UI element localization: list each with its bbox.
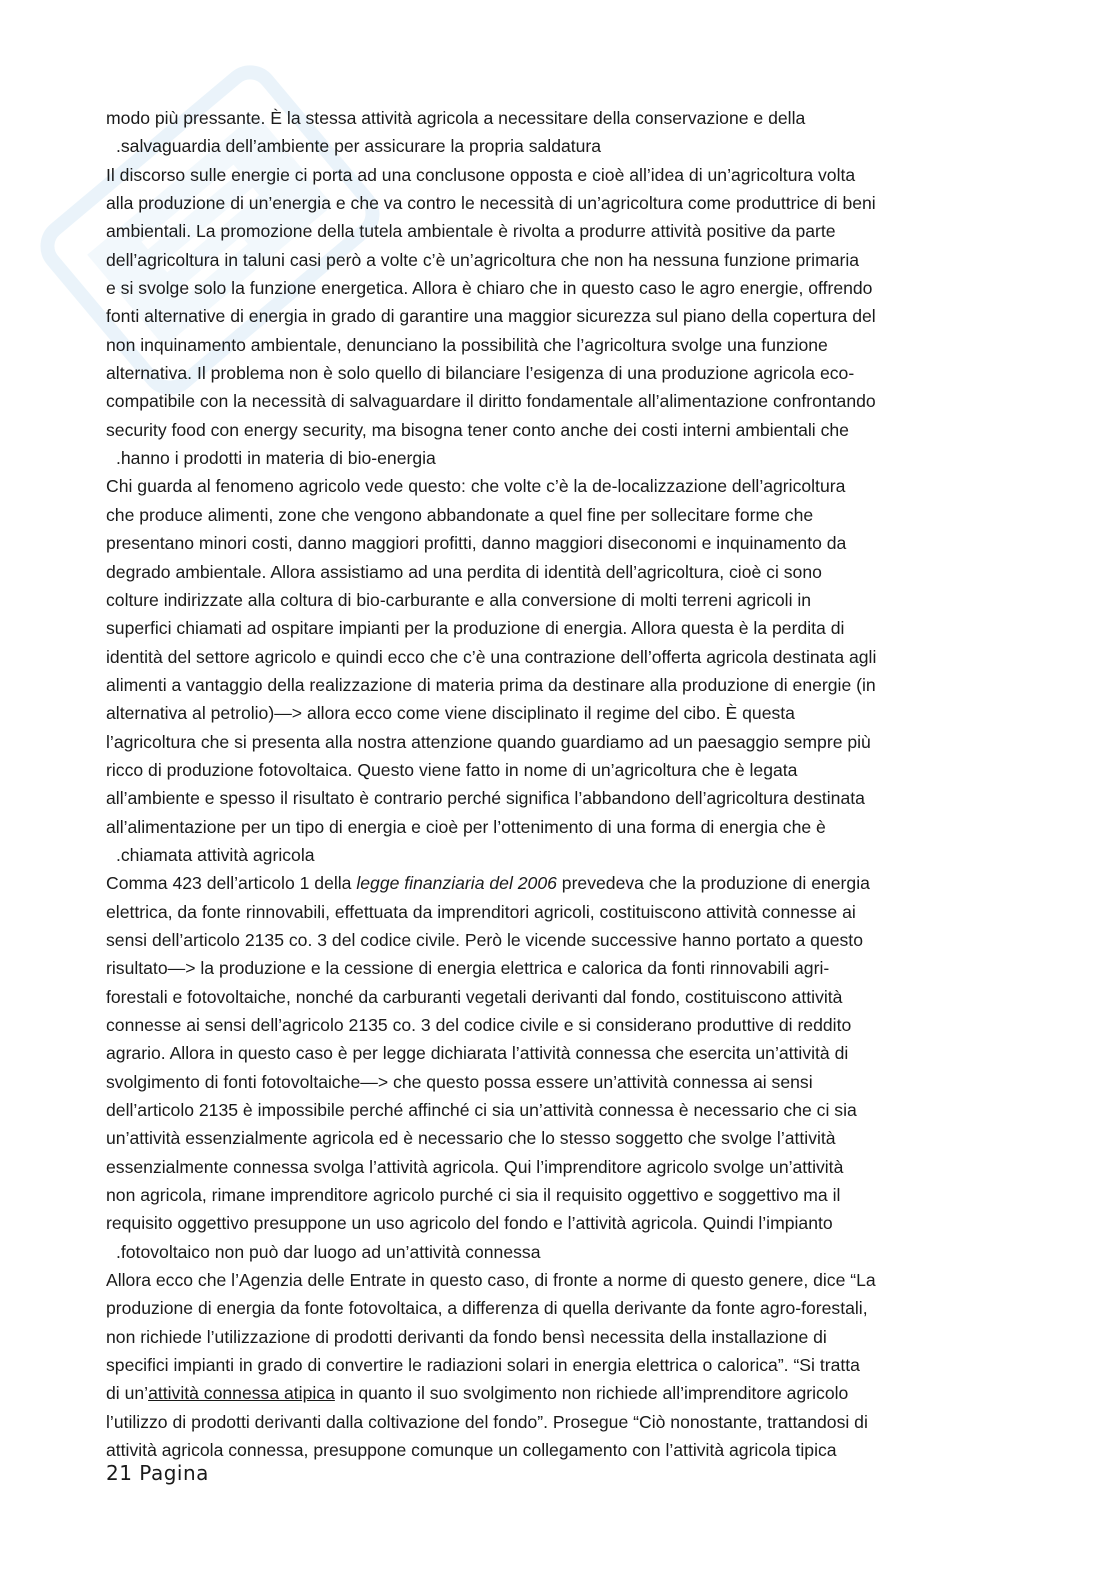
text-line: specifici impianti in grado di convertire le radiazioni solari in energia elettrica o calorica”. “Si tratta	[106, 1355, 860, 1376]
text-line: non agricola, rimane imprenditore agricolo purché ci sia il requisito oggettivo e soggettivo ma il	[106, 1185, 841, 1206]
text-line: Il discorso sulle energie ci porta ad una conclusone opposta e cioè all’idea di un’agricoltura volta	[106, 164, 856, 185]
text-line: agrario. Allora in questo caso è per legge dichiarata l’attività connessa che esercita un’attività di	[106, 1043, 849, 1064]
text-line	[106, 869, 1006, 897]
text-line: svolgimento di fonti fotovoltaiche—> che questo possa essere un’attività connessa ai sensi	[106, 1071, 813, 1092]
text-line: che produce alimenti, zone che vengono abbandonate a quel fine per sollecitare forme che	[106, 504, 814, 525]
text-line: security food con energy security, ma bisogna tener conto anche dei costi interni ambientali che	[106, 419, 849, 440]
text-line: all’alimentazione per un tipo di energia e cioè per l’ottenimento di una forma di energia che è	[106, 816, 826, 837]
text-line: alternativa. Il problema non è solo quello di bilanciare l’esigenza di una produzione agricola eco-	[106, 363, 855, 384]
text-line: alla produzione di un’energia e che va contro le necessità di un’agricoltura come produttrice di beni	[106, 193, 876, 214]
text-line: degrado ambientale. Allora assistiamo ad una perdita di identità dell’agricoltura, cioè ci sono	[106, 561, 822, 582]
text-line: .salvaguardia dell’ambiente per assicurare la propria saldatura	[116, 136, 602, 157]
text-line: ricco di produzione fotovoltaica. Questo viene fatto in nome di un’agricoltura che è legata	[106, 759, 798, 780]
text-line: l’agricoltura che si presenta alla nostra attenzione quando guardiamo ad un paesaggio sempre più	[106, 731, 871, 752]
text-line: un’attività essenzialmente agricola ed è necessario che lo stesso soggetto che svolge l’attività	[106, 1128, 836, 1149]
text-line: ambientali. La promozione della tutela ambientale è rivolta a produrre attività positive da parte	[106, 221, 836, 242]
text-line: connesse ai sensi dell’agricolo 2135 co. 3 del codice civile e si considerano produttive di reddito	[106, 1015, 852, 1035]
text-segment: Comma 423 dell’articolo 1 della	[106, 873, 357, 894]
text-line: non richiede l’utilizzazione di prodotti derivanti da fondo bensì necessita della installazione di	[106, 1326, 827, 1347]
text-line: attività agricola connessa, presuppone comunque un collegamento con l’attività agricola tipica	[106, 1440, 837, 1461]
document-body	[106, 104, 1006, 1465]
text-line: dell’articolo 2135 è impossibile perché affinché ci sia un’attività connessa è necessario che ci sia	[106, 1100, 857, 1121]
text-line: e si svolge solo la funzione energetica. Allora è chiaro che in questo caso le agro energie, offrendo	[106, 278, 873, 299]
text-line: fonti alternative di energia in grado di garantire una maggior sicurezza sul piano della copertura del	[106, 306, 876, 327]
underlined-term: attività connessa atipica	[148, 1383, 335, 1404]
text-line: produzione di energia da fonte fotovoltaica, a differenza di quella derivante da fonte agro-forestali,	[106, 1298, 868, 1319]
text-segment: prevedeva che la produzione di energia	[556, 873, 870, 894]
text-line: sensi dell’articolo 2135 co. 3 del codice civile. Però le vicende successive hanno portato a questo	[106, 929, 863, 950]
text-line	[106, 1379, 1006, 1407]
text-line: dell’agricoltura in taluni casi però a volte c’è un’agricoltura che non ha nessuna funzione primaria	[106, 249, 860, 270]
text-line: presentano minori costi, danno maggiori profitti, danno maggiori diseconomi e inquinamento da	[106, 533, 847, 554]
text-line: modo più pressante. È la stessa attività agricola a necessitare della conservazione e della	[106, 108, 806, 128]
text-line: .chiamata attività agricola	[116, 844, 315, 865]
text-line: essenzialmente connessa svolga l’attività agricola. Qui l’imprenditore agricolo svolge un’attività	[106, 1156, 844, 1177]
text-segment: di un’	[106, 1383, 149, 1404]
text-line: .fotovoltaico non può dar luogo ad un’attività connessa	[116, 1241, 541, 1262]
text-line: .hanno i prodotti in materia di bio-energia	[116, 448, 436, 469]
text-line: colture indirizzate alla coltura di bio-carburante e alla conversione di molti terreni agricoli in	[106, 589, 812, 610]
text-line: Allora ecco che l’Agenzia delle Entrate in questo caso, di fronte a norme di questo genere, dice “La	[106, 1270, 876, 1291]
text-line: superfici chiamati ad ospitare impianti per la produzione di energia. Allora questa è la perdita di	[106, 618, 845, 639]
text-line: forestali e fotovoltaiche, nonché da carburanti vegetali derivanti dal fondo, costituiscono attività	[106, 986, 843, 1007]
text-segment: in quanto il suo svolgimento non richiede all’imprenditore agricolo	[334, 1383, 849, 1404]
page-number: 21 Pagina	[106, 1461, 209, 1485]
text-line: Chi guarda al fenomeno agricolo vede questo: che volte c’è la de-localizzazione dell’agricoltura	[106, 476, 846, 497]
text-line: non inquinamento ambientale, denunciano la possibilità che l’agricoltura svolge una funzione	[106, 334, 828, 355]
text-line: elettrica, da fonte rinnovabili, effettuata da imprenditori agricoli, costituiscono attività connesse ai	[106, 901, 856, 922]
text-line: l’utilizzo di prodotti derivanti dalla coltivazione del fondo”. Prosegue “Ciò nonostante, trattandosi di	[106, 1411, 868, 1432]
text-line: alternativa al petrolio)—> allora ecco come viene disciplinato il regime del cibo. È questa	[106, 703, 795, 724]
text-line: alimenti a vantaggio della realizzazione di materia prima da destinare alla produzione di energie (in	[106, 674, 876, 695]
text-line: all’ambiente e spesso il risultato è contrario perché significa l’abbandono dell’agricoltura destinata	[106, 788, 865, 809]
text-line: identità del settore agricolo e quindi ecco che c’è una contrazione dell’offerta agricola destinata agli	[106, 646, 877, 667]
text-line: compatibile con la necessità di salvaguardare il diritto fondamentale all’alimentazione confrontando	[106, 391, 876, 412]
text-line: requisito oggettivo presuppone un uso agricolo del fondo e l’attività agricola. Quindi l’impianto	[106, 1213, 833, 1234]
text-line: risultato—> la produzione e la cessione di energia elettrica e calorica da fonti rinnovabili agri-	[106, 958, 830, 979]
italic-reference: legge finanziaria del 2006	[356, 873, 557, 894]
